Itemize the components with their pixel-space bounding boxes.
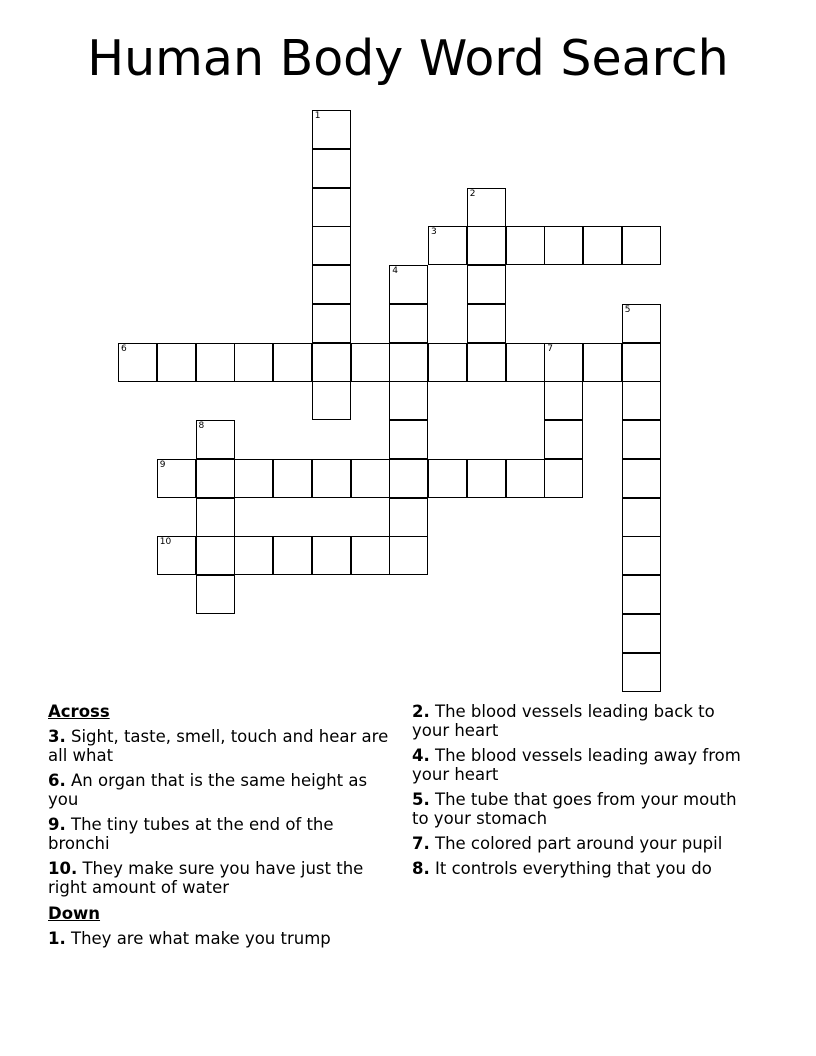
crossword-cell[interactable] <box>389 498 428 537</box>
crossword-cell[interactable] <box>428 459 467 498</box>
crossword-cell[interactable] <box>544 226 583 265</box>
clue-number: 9. <box>48 815 66 834</box>
crossword-cell[interactable] <box>622 459 661 498</box>
crossword-cell[interactable] <box>622 575 661 614</box>
clue-text: The tube that goes from your mouth to your stomach <box>412 790 737 828</box>
crossword-cell[interactable] <box>544 381 583 420</box>
crossword-cell[interactable] <box>234 536 273 575</box>
crossword-cell[interactable] <box>312 188 351 227</box>
clue-number: 7. <box>412 834 430 853</box>
crossword-cell[interactable] <box>312 304 351 343</box>
crossword-cell[interactable] <box>622 420 661 459</box>
clue-text: They are what make you trump <box>65 929 331 948</box>
crossword-cell[interactable] <box>196 343 235 382</box>
clue-item <box>48 859 398 897</box>
crossword-cell[interactable] <box>544 459 583 498</box>
crossword-cell[interactable] <box>389 304 428 343</box>
crossword-cell[interactable] <box>506 226 545 265</box>
crossword-cell[interactable] <box>312 110 351 149</box>
crossword-cell[interactable] <box>389 459 428 498</box>
crossword-cell[interactable] <box>506 343 545 382</box>
crossword-cell[interactable] <box>157 459 196 498</box>
clue-text: It controls everything that you do <box>429 859 712 878</box>
clue-item <box>48 727 398 765</box>
clue-item <box>412 702 757 740</box>
clue-item <box>48 771 398 809</box>
crossword-cell[interactable] <box>312 149 351 188</box>
clue-text: An organ that is the same height as you <box>48 771 368 809</box>
crossword-cell[interactable] <box>312 536 351 575</box>
crossword-cell[interactable] <box>389 343 428 382</box>
crossword-cell[interactable] <box>467 304 506 343</box>
clue-number: 4. <box>412 746 430 765</box>
clue-item <box>412 859 757 878</box>
crossword-cell[interactable] <box>467 226 506 265</box>
crossword-cell[interactable] <box>312 343 351 382</box>
clue-item <box>48 815 398 853</box>
clue-number: 3. <box>48 727 66 746</box>
crossword-cell[interactable] <box>544 343 583 382</box>
crossword-cell[interactable] <box>157 343 196 382</box>
crossword-cell[interactable] <box>544 420 583 459</box>
clue-start-number: 3 <box>431 227 437 238</box>
clue-number: 8. <box>412 859 430 878</box>
crossword-cell[interactable] <box>196 536 235 575</box>
clue-text: Sight, taste, smell, touch and hear are all what <box>48 727 389 765</box>
crossword-cell[interactable] <box>312 381 351 420</box>
crossword-cell[interactable] <box>467 459 506 498</box>
crossword-cell[interactable] <box>622 226 661 265</box>
clue-start-number: 10 <box>159 537 172 548</box>
down-heading: Down <box>48 904 101 923</box>
crossword-cell[interactable] <box>428 343 467 382</box>
crossword-cell[interactable] <box>312 226 351 265</box>
clue-text: The tiny tubes at the end of the bronchi <box>48 815 334 853</box>
crossword-cell[interactable] <box>234 343 273 382</box>
clue-item <box>412 746 757 784</box>
crossword-cell[interactable] <box>467 343 506 382</box>
clue-number: 5. <box>412 790 430 809</box>
crossword-cell[interactable] <box>622 381 661 420</box>
clue-number: 1. <box>48 929 66 948</box>
crossword-cell[interactable] <box>389 536 428 575</box>
clue-item <box>48 929 398 948</box>
crossword-cell[interactable] <box>467 265 506 304</box>
crossword-cell[interactable] <box>506 459 545 498</box>
clue-start-number: 9 <box>159 459 166 470</box>
clue-start-number: 8 <box>198 421 205 431</box>
clue-text: The blood vessels leading away from your heart <box>412 746 741 784</box>
down-clue-list-continued <box>412 702 757 878</box>
clue-start-number: 1 <box>314 111 321 121</box>
clue-start-number: 4 <box>392 266 398 276</box>
crossword-cell[interactable] <box>196 498 235 537</box>
crossword-cell[interactable] <box>622 536 661 575</box>
crossword-cell[interactable] <box>583 226 622 265</box>
crossword-cell[interactable] <box>583 343 622 382</box>
crossword-cell[interactable] <box>273 343 312 382</box>
clue-number: 6. <box>48 771 66 790</box>
crossword-cell[interactable] <box>312 459 351 498</box>
crossword-cell[interactable] <box>234 459 273 498</box>
crossword-cell[interactable] <box>622 614 661 653</box>
crossword-cell[interactable] <box>351 459 390 498</box>
crossword-cell[interactable] <box>389 381 428 420</box>
crossword-cell[interactable] <box>196 459 235 498</box>
clue-start-number: 2 <box>469 188 476 199</box>
crossword-cell[interactable] <box>196 575 235 614</box>
clue-number: 10. <box>48 859 78 878</box>
crossword-cell[interactable] <box>312 265 351 304</box>
across-clue-list <box>48 727 398 897</box>
page-title: Human Body Word Search <box>87 30 729 87</box>
clue-text: The blood vessels leading back to your heart <box>412 702 715 740</box>
crossword-cell[interactable] <box>118 343 157 382</box>
crossword-cell[interactable] <box>273 459 312 498</box>
crossword-cell[interactable] <box>389 265 428 304</box>
clues-left-column <box>48 702 398 954</box>
crossword-cell[interactable] <box>622 498 661 537</box>
crossword-cell[interactable] <box>389 420 428 459</box>
clue-number: 2. <box>412 702 430 721</box>
down-clue-list <box>48 929 398 948</box>
crossword-cell[interactable] <box>351 343 390 382</box>
clue-start-number: 6 <box>121 343 127 354</box>
crossword-cell[interactable] <box>273 536 312 575</box>
crossword-cell[interactable] <box>467 188 506 227</box>
crossword-cell[interactable] <box>622 343 661 382</box>
crossword-cell[interactable] <box>622 304 661 343</box>
across-heading: Across <box>48 702 110 721</box>
clue-text: They make sure you have just the right amount of water <box>48 859 364 897</box>
crossword-cell[interactable] <box>622 653 661 692</box>
crossword-cell[interactable] <box>351 536 390 575</box>
clue-item <box>412 790 757 828</box>
crossword-cell[interactable] <box>196 420 235 459</box>
clue-item <box>412 834 757 853</box>
crossword-cell[interactable] <box>157 536 196 575</box>
clue-text: The colored part around your pupil <box>429 834 723 853</box>
clue-start-number: 5 <box>624 304 631 315</box>
clue-start-number: 7 <box>547 343 553 354</box>
clues-right-column <box>412 702 757 884</box>
crossword-cell[interactable] <box>428 226 467 265</box>
